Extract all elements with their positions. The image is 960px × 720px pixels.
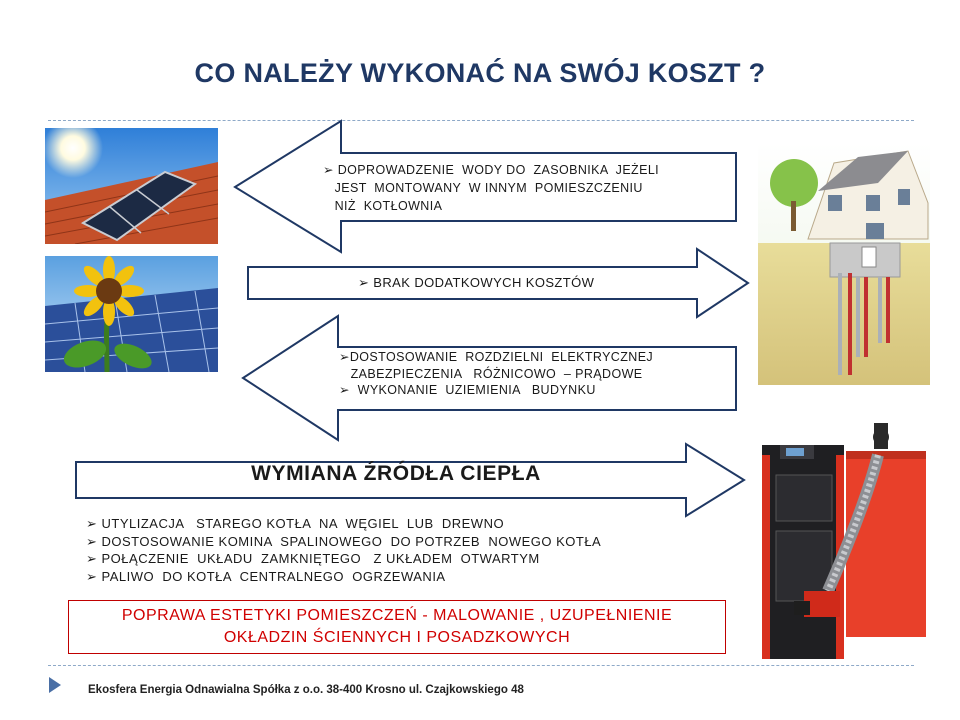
list-item: ➢ POŁĄCZENIE UKŁADU ZAMKNIĘTEGO Z UKŁADEM OTWARTYM bbox=[86, 551, 540, 566]
sunflower-solar-image bbox=[45, 256, 218, 372]
heat-source-list bbox=[86, 515, 601, 585]
pellet-boiler-image bbox=[758, 415, 930, 665]
list-item: ➢ UTYLIZACJA STAREGO KOTŁA NA WĘGIEL LUB DREWNO bbox=[86, 516, 505, 531]
arrow-no-cost-text: ➢ BRAK DODATKOWYCH KOSZTÓW bbox=[358, 275, 595, 290]
heat-source-label: WYMIANA ŹRÓDŁA CIEPŁA bbox=[251, 462, 541, 485]
arrow-electric-text: ➢DOSTOSOWANIE ROZDZIELNI ELEKTRYCZNEJ ZABEZPIECZENIA RÓŻNICOWO – PRĄDOWE ➢ WYKONANIE UZIEMIENIA BUDYNKU bbox=[339, 350, 654, 397]
heat-pump-house-image bbox=[758, 143, 930, 385]
footer-address: Ekosfera Energia Odnawialna Spółka z o.o. 38-400 Krosno ul. Czajkowskiego 48 bbox=[88, 684, 524, 696]
page-title: CO NALEŻY WYKONAĆ NA SWÓJ KOSZT ? bbox=[194, 58, 766, 88]
bullet-triangle-icon bbox=[48, 676, 62, 694]
list-item: ➢ PALIWO DO KOTŁA CENTRALNEGO OGRZEWANIA bbox=[86, 568, 446, 584]
solar-collector-image bbox=[45, 128, 218, 244]
arrow-water-text: ➢ DOPROWADZENIE WODY DO ZASOBNIKA JEŻELI JEST MONTOWANY W INNYM POMIESZCZENIU NIŻ KOTŁOWNIA bbox=[323, 163, 660, 213]
list-item: ➢ DOSTOSOWANIE KOMINA SPALINOWEGO DO POTRZEB NOWEGO KOTŁA bbox=[86, 533, 602, 549]
notice-box: POPRAWA ESTETYKI POMIESZCZEŃ - MALOWANIE , UZUPEŁNIENIE OKŁADZIN ŚCIENNYCH I POSADZKOWYCH bbox=[68, 600, 726, 654]
